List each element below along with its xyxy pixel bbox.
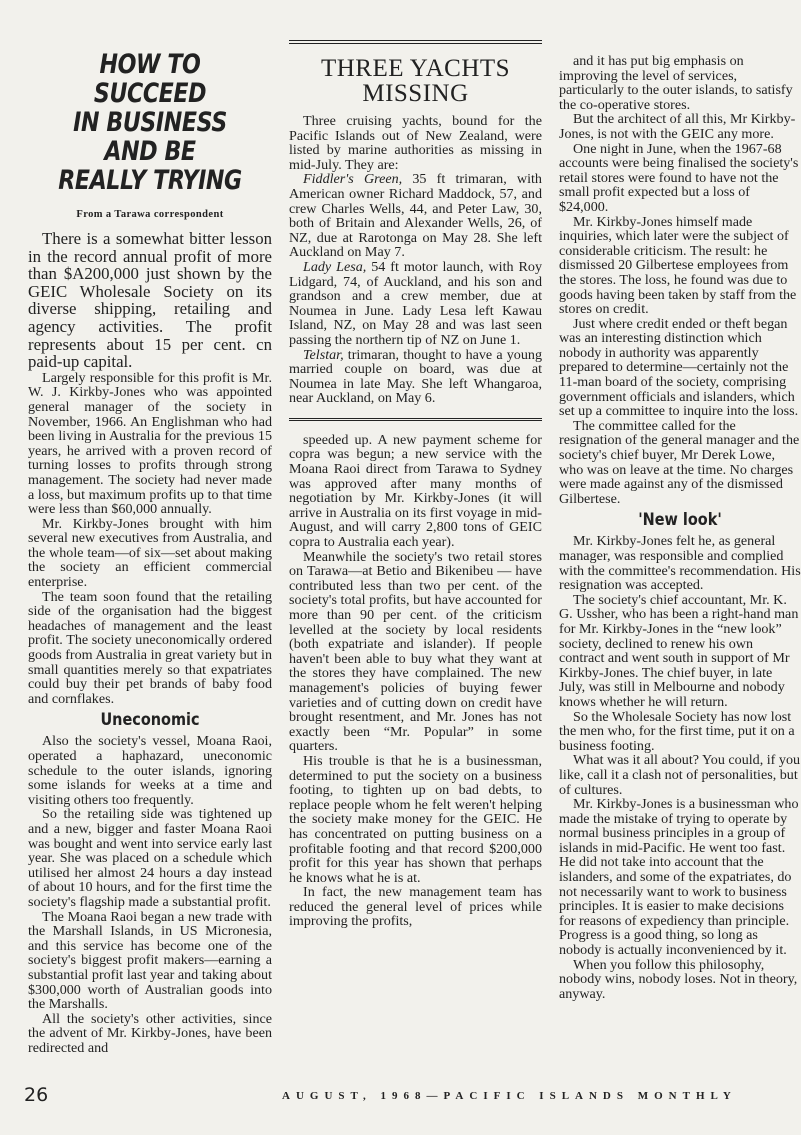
yacht-text: trimaran, thought to have a young married couple on board, was due at Noumea in late May. She left Whangaroa, near Auckland, on May 6. [289,346,542,407]
sidebar-intro: Three cruising yachts, bound for the Pacific Islands out of New Zealand, were listed by marine authorities as missing in mid-July. They are: [289,113,542,173]
byline: From a Tarawa correspondent [76,209,224,220]
body-paragraph: Mr. Kirkby-Jones felt he, as general manager, was responsible and complied with the committee's recommendation. His resignation was accepted. [559,533,801,594]
body-paragraph: When you follow this philosophy, nobody wins, nobody loses. Not in theory, anyway. [559,956,798,1002]
body-paragraph: Largely responsible for this profit is Mr. W. J. Kirkby-Jones who was appointed general manager of the society in November, 1966. An Englishman who had been living in Australia for the previous 15 years, he arrived with a proven record of turning losses to profits through strong management. The society had never made a loss, but maximum profits up to that time were less than $60,000 annually. [28,369,272,518]
body-paragraph: What was it all about? You could, if you like, call it a clash not of personalities, but of cultures. [559,752,801,798]
column-3 [559,54,801,1001]
body-paragraph: The committee called for the resignation of the general manager and the society's chief buyer, Mr Derek Lowe, who was on leave at the time. No charges were made against any of the dismissed Gilbertese. [559,417,800,507]
headline-line: REALLY TRYING [58,165,242,196]
headline-line: IN BUSINESS AND BE [73,107,227,167]
page-footer [0,1084,801,1114]
headline-line: HOW TO SUCCEED [93,49,207,109]
column-2 [289,40,542,929]
body-paragraph: Just where credit ended or theft began was an interesting distinction which nobody in authority was apparently prepared to determine—certainly not the 11-man board of the society, comprising government officials and islanders, which set up a committee to inquire into the loss. [559,315,799,420]
lead-text: There is a somewhat bitter lesson in the record annual profit of more than $A200,000 just shown by the GEIC Wholesale Society on its diverse shipping, retailing and agency activities. The profit represents about 15 per cent. cn paid-up capital. [28,229,272,372]
article-headline [50,50,250,195]
sidebar-yacht [289,172,542,260]
body-paragraph: Mr. Kirkby-Jones himself made inquiries, which later were the subject of considerable criticism. The result: he dismissed 20 Gilbertese employees from the stores. The loss, he found was due to goods having been taken by staff from the stores on credit. [559,213,797,318]
body-paragraph: Mr. Kirkby-Jones brought with him several new executives from Australia, and the whole team—of six—set about making the society an efficient commercial enterprise. [28,515,272,591]
sidebar-yacht [289,260,542,348]
body-paragraph: The Moana Raoi began a new trade with the Marshall Islands, in US Micronesia, and this service has become one of the society's biggest profit makers—earning a substantial profit last year and taking about $300,000 worth of Australian goods into the Marshalls. [28,908,272,1013]
yacht-name: Fiddler's Green, [303,171,403,188]
body-paragraph: Mr. Kirkby-Jones is a businessman who made the mistake of trying to operate by normal business principles in a group of islands in mid-Pacific. He went too fast. He did not take into account that the islanders, and some of the expatriates, do not necessarily want to work to business principles. It is easier to make decisions for reasons of expediency than principle. Progress is a good thing, so long as nobody is actually inconvenienced by it. [559,796,799,959]
box-top-rule [289,40,542,44]
sidebar-box [289,40,542,421]
column-1 [28,40,272,1055]
body-paragraph: Also the society's vessel, Moana Raoi, operated a haphazard, uneconomic schedule to the outer islands, ignoring some islands for weeks at a time and visiting others too frequently. [28,733,272,808]
sidebar-title [289,56,542,106]
body-paragraph: But the architect of all this, Mr Kirkby-Jones, is not with the GEIC any more. [559,111,796,142]
body-paragraph: All the society's other activities, since the advent of Mr. Kirkby-Jones, have been redirected and [28,1010,272,1056]
body-paragraph: So the Wholesale Society has now lost the men who, for the first time, put it on a business footing. [559,708,795,754]
body-paragraph: The team soon found that the retailing side of the organisation had the biggest headaches of management and the least profit. The society uneconomically ordered goods from Australia in great variety but in small quantities merely so that expatriates could buy their pet brands of baby food and cornflakes. [28,588,272,707]
body-paragraph: Meanwhile the society's two retail stores on Tarawa—at Betio and Bikenibeu — have contributed less than two per cent. of the society's total profits, but have accounted for more than 90 per cent. of the criticism levelled at the society by local residents (both expatriate and islander). If people haven't been able to buy what they want at the stores they have complained. The new management's policies of buying fewer varieties and of cutting down on credit have brought resentment, and Mr. Jones has not exactly been “Mr. Popular” in some quarters. [289,548,542,755]
yacht-name: Lady Lesa, [303,258,367,275]
sidebar-yacht [289,348,542,406]
body-paragraph: The society's chief accountant, Mr. K. G. Ussher, who has been a right-hand man for Mr. Kirkby-Jones in the “new look” society, declined to renew his own contract and went south in support of Mr Kirkby-Jones. The chief buyer, in late July, was still in Melbourne and nobody knows whether he will return. [559,591,799,710]
body-paragraph: His trouble is that he is a businessman, determined to put the society on a business footing, to tighten up on bad debts, to replace people whom he felt weren't helping the society make money for the GEIC. He has concentrated on putting business on a profitable footing and that record $200,000 profit for this year has shown that perhaps he knows what he is at. [289,752,542,886]
subhead-new-look: 'New look' [638,510,722,531]
yacht-name: Telstar, [303,346,344,363]
page-number: 26 [24,1084,49,1106]
yacht-text: 54 ft motor launch, with Roy Lidgard, 74, of Auckland, and his son and grandson and a crew member, due at Noumea in June. Lady Lesa left Kawau Island, NZ, on May 28 and was last seen passing the northern tip of NZ on June 1. [289,258,542,348]
body-paragraph: So the retailing side was tightened up and a new, bigger and faster Moana Raoi was bought and went into service early last year. She was placed on a schedule which utilised her almost 24 hours a day instead of about 10 hours, and for the first time the society's flagship made a substantial profit. [28,806,272,910]
sidebar-title-line: THREE YACHTS [320,55,511,82]
yacht-text: 35 ft trimaran, with American owner Richard Maddock, 57, and crew Charles Wells, 44, and Peter Law, 30, both of Britain and Alexander Wells, 26, of NZ, due at Rarotonga on May 28. She left Auckland on May 7. [289,171,542,261]
body-paragraph: In fact, the new management team has reduced the general level of prices while improving the profits, [289,884,542,930]
body-paragraph: and it has put big emphasis on improving the level of services, particularly to the outer islands, to satisfy the co-operative stores. [559,54,793,113]
body-paragraph: speeded up. A new payment scheme for copra was begun; a new service with the Moana Raoi direct from Tarawa to Sydney was approved after many months of negotiation by Mr. Kirkby-Jones (it will arrive in Australia on its first voyage in mid-August, and will carry 2,800 tons of GEIC copra to Australia each year). [289,431,542,551]
running-head: AUGUST, 1968—PACIFIC ISLANDS MONTHLY [282,1090,737,1102]
lead-paragraph [28,230,272,371]
sidebar-title-line: MISSING [362,80,469,107]
subhead-uneconomic: Uneconomic [100,710,200,731]
body-paragraph: One night in June, when the 1967-68 accounts were being finalised the society's retail stores were found to have not the small profit expected but a loss of $24,000. [559,140,799,215]
